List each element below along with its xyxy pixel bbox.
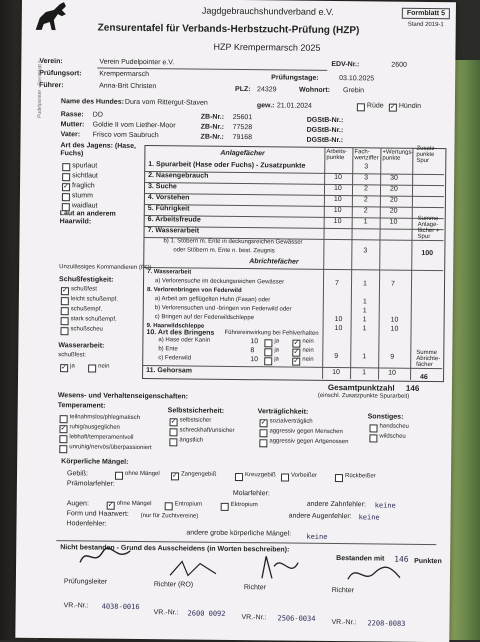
signature-richter-2 — [344, 561, 404, 586]
gebiss-option-label: Vorbeißer — [290, 472, 318, 479]
table-row-label: 2. Nasengebrauch — [148, 172, 209, 180]
jagen-option-checkbox[interactable] — [62, 173, 70, 181]
bringen-item-value: 10 — [250, 338, 259, 346]
pruefungsleiter-label: Prüfungsleiter — [63, 578, 108, 586]
jagen-heading: Art des Jagens: (Hase, Fuchs) — [60, 142, 136, 158]
edv-label: EDV-Nr.: — [331, 60, 360, 69]
gebiss-checkbox[interactable] — [115, 472, 123, 480]
bringen-ja-checkbox[interactable] — [264, 357, 272, 365]
tage-value: 03.10.2025 — [339, 75, 375, 83]
augen-option-label: Entropium — [174, 501, 203, 508]
table-row-fw: 2 — [363, 207, 368, 215]
plz-value: 24329 — [257, 86, 277, 94]
zb-value: 25601 — [232, 113, 253, 122]
temp-label: Temperament: — [57, 402, 106, 410]
gebiss-option-label: Zangengebiß — [180, 471, 217, 478]
dgstb-mutter-label: DGStB-Nr.: — [306, 126, 344, 135]
jagen-option-checkbox[interactable] — [62, 163, 70, 171]
bestanden-value: 146 — [394, 554, 409, 564]
abricht-row-label: 8. Verlorenbringen von Federwild — [146, 287, 242, 295]
wasser-nein-checkbox[interactable] — [88, 364, 96, 372]
jagen-option-label: fraglich — [72, 182, 95, 190]
tage-label: Prüfungstage: — [271, 74, 319, 82]
vr-value-2: 2600 0092 — [187, 609, 226, 618]
gehorsam-label: 11. Gehorsam — [146, 367, 193, 375]
temp-checkbox[interactable] — [59, 435, 67, 443]
augen-checkbox[interactable]: ✓ — [107, 501, 114, 509]
abricht-row-fw: 1 — [362, 325, 367, 333]
richter-ro-label: Richter (RO) — [153, 581, 194, 589]
schuss-option-label: schußfest — [70, 286, 98, 293]
signature-richter — [256, 552, 306, 583]
table-row-label: 4. Vorstehen — [147, 194, 190, 202]
wasser-ja-checkbox[interactable]: ✓ — [61, 364, 68, 372]
andere-augen-label: andere Augenfehler: — [288, 512, 352, 521]
bringen-ja-checkbox[interactable] — [264, 339, 272, 347]
vert-label: sozialverträglich — [269, 418, 313, 425]
bringen-ja-label: ja — [274, 338, 280, 345]
abricht-row-ap: 7 — [334, 280, 339, 288]
table-row-label: 6. Arbeitsfreude — [147, 216, 201, 224]
zb-vater-value: 79168 — [232, 133, 253, 142]
wasser-label: Wasserarbeit: — [58, 342, 105, 350]
summe-abricht-label: Summe Abrichte-fächer — [416, 349, 441, 369]
bringen-nein-checkbox[interactable]: ✓ — [293, 339, 300, 347]
bringen-wp: 9 — [390, 353, 395, 361]
temp-label: lebhaft/temperamentvoll — [69, 434, 134, 441]
richter-label: Richter — [243, 584, 267, 592]
form-number: Formblatt 5 — [402, 8, 450, 20]
vater-label: Vater: — [60, 131, 81, 139]
bringen-ja-label: ja — [274, 356, 279, 363]
table-row-label: 7. Wasserarbeit — [147, 227, 200, 235]
table-row-wp: 30 — [390, 174, 398, 182]
signature-pruefungsleiter — [76, 542, 136, 569]
bringen-ja-label: ja — [274, 347, 280, 354]
abricht-row-wp: 7 — [390, 280, 395, 288]
koerper-heading: Körperliche Mängel: — [61, 458, 129, 466]
gesamt-label: Gesamtpunktzahl — [327, 382, 395, 393]
jagen-option-checkbox[interactable] — [62, 193, 70, 201]
dog-name-label: Name des Hundes: — [60, 98, 124, 106]
col-zusatzpunkte: Zusatz-punkte Spur — [416, 145, 437, 164]
fuehrer-hilfen: Führereinwirkung bei Fehlverhalten — [224, 329, 319, 337]
abricht-row-label: 9. Haarwildschleppe — [146, 323, 205, 330]
vr-value-4: 2208-0083 — [367, 619, 406, 628]
col-wertungspunkte: +Wertungs-punkte — [382, 149, 414, 162]
temp-checkbox[interactable]: ✓ — [60, 425, 67, 433]
vr-value-1: 4038-0016 — [101, 602, 140, 611]
zb-mutter-value: 77528 — [232, 123, 253, 132]
abricht-heading: Abrichtefächer — [249, 258, 299, 266]
summe-abricht-value: 46 — [420, 373, 428, 381]
edv-value: 2600 — [391, 61, 407, 69]
rasse-value: DD — [92, 111, 103, 119]
gebiss-checkbox[interactable] — [335, 474, 343, 482]
laut-label: Laut an anderem Haarwild: — [59, 210, 116, 226]
grobe-value: keine — [306, 532, 328, 541]
bringen-nein-label: nein — [302, 356, 314, 363]
jagen-option-label: stumm — [71, 192, 93, 200]
bringen-nein-label: nein — [302, 338, 314, 345]
punkte-label: Punkten — [414, 557, 442, 566]
selbst-label: Selbstsicherheit: — [167, 407, 225, 415]
abricht-row-wp: 10 — [390, 325, 399, 333]
schuss-option-label: leicht schußempf. — [70, 296, 118, 303]
bringen-item-label: a) Hase oder Kanin — [158, 337, 211, 344]
temp-label: unruhig/nervös/überpassioniert — [69, 444, 152, 452]
schuss-option-checkbox[interactable] — [61, 307, 69, 315]
selbst-checkbox[interactable]: ✓ — [170, 418, 177, 426]
table-row-fw: 3 — [364, 163, 369, 171]
schuss-option-checkbox[interactable]: ✓ — [61, 287, 68, 295]
table-row-fw: 3 — [364, 174, 369, 182]
abricht-row-label: a) Verlorensuche im deckungsreichen Gewässer — [155, 278, 285, 286]
vr-value-3: 2506-0034 — [277, 614, 316, 623]
richter-2-label: Richter — [331, 587, 355, 595]
selbst-checkbox[interactable] — [169, 438, 177, 446]
verein-label: Verein: — [39, 57, 63, 66]
table-row-wp: 10 — [389, 218, 398, 226]
andere-zahn-value: keine — [374, 501, 396, 510]
selbst-checkbox[interactable] — [169, 428, 177, 436]
zb-label: ZB-Nr.: — [200, 113, 225, 121]
table-row-wp: 20 — [389, 185, 398, 193]
sonst-label: Sonstiges: — [367, 413, 404, 421]
abricht-row-label: a) Arbeit am geflügelten Huhn (Fasan) oder — [154, 296, 271, 304]
mutter-value: Goldie II vom Liether-Moor — [92, 121, 176, 130]
unzul-label: Unzulässiges Kommandieren (PO) — [59, 264, 152, 272]
stoebern-1: b) 1. Stöbern m. Ente in deckungsreichen Gewässer — [163, 238, 303, 246]
augen-label: Augen: — [66, 500, 89, 508]
gehorsam-fw: 1 — [362, 369, 367, 377]
augen-checkbox[interactable] — [221, 503, 229, 511]
wesen-heading: Wesens- und Verhaltenseigenschaften: — [57, 392, 189, 401]
stoebern-2: oder Stöbern m. Ente n. best. Zeugnis — [173, 247, 275, 255]
temp-label: ruhig/ausgeglichen — [69, 424, 120, 431]
abricht-row-fw: 1 — [362, 316, 367, 324]
gesamt-value: 146 — [405, 383, 420, 393]
gebiss-option-label: ohne Mängel — [125, 470, 160, 478]
schuss-option-checkbox[interactable] — [60, 327, 68, 335]
schuss-option-checkbox[interactable] — [61, 317, 69, 325]
bringen-nein-label: nein — [302, 347, 314, 354]
zb-vater-label: ZB-Nr.: — [200, 133, 224, 141]
dgstb-vater-label: DGStB-Nr.: — [306, 136, 344, 145]
praemolar-label: Prämolarfehler: — [66, 480, 115, 488]
hoden-label: Hodenfehler: — [66, 520, 107, 528]
selbst-label: ängstlich — [179, 437, 204, 444]
selbst-label: schreckhaft/unsicher — [179, 427, 235, 434]
side-note: Pudelpointer · Formblatt 5 — [36, 60, 44, 118]
temp-label: teilnahmslos/phlegmatisch — [69, 414, 141, 421]
andere-augen-value: keine — [358, 513, 380, 522]
table-row-fw: 2 — [363, 196, 368, 204]
fuehrer-label: Führer: — [39, 81, 64, 90]
bringen-nein-checkbox[interactable]: ✓ — [293, 357, 300, 365]
table-row-wp: 20 — [389, 207, 398, 215]
vater-value: Frisco vom Saubruch — [92, 131, 159, 140]
huendin-checkbox[interactable]: ✓ — [389, 103, 396, 111]
verein-value: Verein Pudelpointer e.V. — [99, 58, 175, 67]
col-fachwertziffer: Fach-wertziffer — [354, 149, 379, 162]
table-row-fw: 2 — [363, 185, 368, 193]
col-arbeitspunkte: Arbeits-punkte — [326, 148, 348, 162]
gew-value: 21.01.2024 — [276, 102, 312, 110]
abricht-row-label: b) Verlorensuchen und -bringen von Federwild oder — [154, 305, 292, 313]
vr-label-3: VR.-Nr.: — [241, 614, 267, 622]
vert-label: aggressiv gegen Artgenossen — [269, 438, 349, 446]
col-anlagefaecher: Anlagefächer — [220, 149, 265, 158]
vert-label: Verträglichkeit: — [257, 408, 309, 416]
temp-checkbox[interactable] — [59, 445, 67, 453]
sonst-checkbox[interactable] — [369, 424, 377, 432]
wohnort-label: Wohnort: — [299, 86, 331, 94]
table-row-ap: 10 — [333, 185, 342, 193]
bestanden-label: Bestanden mit — [336, 555, 385, 563]
vert-checkbox[interactable] — [259, 439, 267, 447]
gebiss-checkbox[interactable] — [235, 473, 243, 481]
gehorsam-ap: 10 — [332, 368, 340, 377]
wasser-sub: schußfest: — [58, 352, 86, 359]
bringen-fw: 1 — [362, 353, 367, 361]
form-label: Form und Haarwert: — [66, 510, 129, 518]
schuss-option-label: schußempf. — [70, 306, 103, 313]
summe-anlage-label: Summe Anlage-fächer + Spur — [417, 215, 440, 241]
table-row-ap: 10 — [333, 196, 342, 204]
schuss-heading: Schußfestigkeit: — [59, 276, 114, 284]
gebiss-option-label: Rückbeißer — [344, 473, 376, 480]
vr-label-2: VR.-Nr.: — [153, 609, 179, 617]
dgstb-label: DGStB-Nr.: — [306, 116, 344, 125]
nicht-bestanden: Nicht bestanden - Grund des Ausscheidens (in Worten beschreiben): — [60, 544, 290, 554]
sonst-label: handscheu — [379, 423, 409, 430]
augen-option-label: Ektropium — [230, 501, 258, 509]
gebiss-checkbox[interactable]: ✓ — [172, 472, 178, 480]
abricht-row-ap: 10 — [334, 316, 343, 324]
wasser-nein: nein — [98, 363, 110, 370]
huendin-label: Hündin — [398, 102, 422, 110]
table-row-label: 3. Suche — [148, 183, 177, 191]
bringen-nein-checkbox[interactable]: ✓ — [293, 348, 300, 356]
ort-label: Prüfungsort: — [39, 69, 82, 78]
table-row-ap: 10 — [334, 174, 342, 182]
vr-label-1: VR.-Nr.: — [63, 602, 89, 610]
abricht-row-fw: 1 — [362, 298, 367, 306]
abricht-row-label: c) Bringen auf der Federwildschleppe — [154, 314, 255, 322]
table-row-fw: 1 — [363, 218, 368, 226]
abricht-row-wp: 10 — [390, 316, 399, 324]
andere-zahn-label: andere Zahnfehler: — [306, 500, 366, 509]
ruede-label: Rüde — [366, 102, 384, 110]
org-name: Jagdgebrauchshundverband e.V. — [201, 5, 334, 17]
mutter-label: Mutter: — [60, 121, 85, 129]
table-row-label: 5. Führigkeit — [147, 205, 190, 213]
molar-label: Molarfehler: — [232, 489, 270, 498]
table-row-wp: 20 — [389, 196, 398, 204]
augen-option-label: ohne Mängel — [116, 500, 152, 508]
gebiss-option-label: Kreuzgebiß — [244, 472, 276, 479]
bringen-item-value: 8 — [250, 347, 255, 355]
augen-checkbox[interactable] — [165, 502, 173, 510]
bringen-item-label: c) Federwild — [158, 355, 191, 362]
jagen-option-label: waidlaut — [71, 202, 98, 210]
gebiss-checkbox[interactable] — [281, 473, 289, 481]
table-row-ap: 10 — [333, 207, 342, 215]
dog-logo — [32, 0, 74, 34]
form-stand: Stand 2019-1 — [407, 21, 444, 29]
plz-label: PLZ: — [235, 85, 251, 94]
bringen-label: 10. Art des Bringens — [146, 329, 215, 337]
vert-label: aggressiv gegen Menschen — [269, 428, 343, 436]
gebiss-label: Gebiß: — [66, 470, 89, 478]
abricht-row-label: 7. Wasserarbeit — [147, 269, 192, 276]
schuss-option-checkbox[interactable] — [61, 297, 69, 305]
bringen-ja-checkbox[interactable] — [264, 348, 272, 356]
wasser-ja: ja — [70, 363, 75, 370]
rasse-label: Rasse: — [60, 111, 84, 119]
grobe-label: andere grobe körperliche Mängel: — [186, 529, 292, 538]
dog-name-value: Dura vom Rittergut-Staven — [124, 98, 208, 107]
sonst-label: wildscheu — [379, 433, 406, 440]
jagen-option-label: spurlaut — [72, 162, 98, 170]
zb-mutter-label: ZB-Nr.: — [200, 123, 225, 131]
schuss-option-label: stark schußempf. — [70, 316, 117, 323]
bringen-result: 9 — [334, 353, 339, 361]
gesamt-sub: (einschl. Zusatzpunkte Spurarbeit) — [317, 392, 410, 400]
summe-anlage-value: 100 — [421, 249, 434, 258]
jagen-option-checkbox[interactable]: ✓ — [63, 183, 70, 191]
vr-label-4: VR.-Nr.: — [331, 619, 357, 627]
bringen-item-value: 10 — [250, 356, 259, 364]
form-sub: (nur für Zuchtvereine) — [140, 512, 199, 520]
vert-checkbox[interactable] — [259, 429, 267, 437]
table-row-label: 1. Spurarbeit (Hase oder Fuchs) - Zusatzpunkte — [148, 161, 306, 170]
fuehrer-value: Anna-Brit Christen — [99, 82, 157, 91]
bringen-item-label: b) Ente — [158, 346, 178, 353]
gehorsam-wp: 10 — [388, 369, 396, 377]
ruede-checkbox[interactable] — [357, 103, 365, 111]
stoebern-fw: 3 — [363, 247, 368, 255]
abricht-row-fw: 1 — [362, 307, 367, 315]
gew-label: gew.: — [256, 102, 275, 110]
vert-checkbox[interactable]: ✓ — [260, 419, 267, 427]
event-name: HZP Krempermarsch 2025 — [213, 41, 321, 53]
abricht-row-fw: 1 — [362, 280, 367, 288]
schuss-option-label: schußscheu — [70, 326, 103, 333]
table-row-ap: 10 — [333, 218, 342, 226]
sonst-checkbox[interactable] — [369, 434, 377, 442]
temp-checkbox[interactable] — [60, 415, 68, 423]
selbst-label: selbstsicher — [179, 417, 212, 424]
jagen-option-label: sichtlaut — [72, 172, 98, 180]
wohnort-value: Grebin — [343, 87, 365, 95]
abricht-row-ap: 10 — [334, 325, 343, 333]
page-title: Zensurentafel für Verbands-Herbstzucht-Prüfung (HZP) — [97, 22, 360, 37]
signature-richter-ro — [166, 555, 226, 582]
score-sheet — [15, 0, 456, 642]
ort-value: Krempermarsch — [99, 70, 150, 79]
